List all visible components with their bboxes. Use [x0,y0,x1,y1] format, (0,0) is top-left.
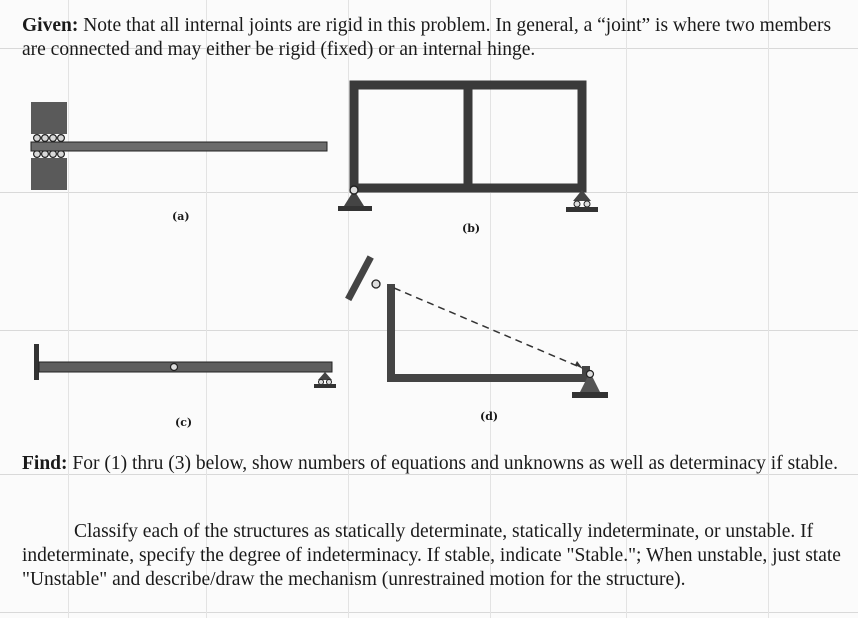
fig-d-frame [391,284,586,378]
figure-c [34,342,344,392]
fig-a-upper-block [31,102,67,134]
fig-c-roller-support [314,372,336,388]
given-paragraph [22,14,852,62]
fig-c-beam [39,362,332,372]
figure-a-label: (a) [172,210,190,223]
figure-b [336,76,598,216]
find-paragraph [22,452,852,476]
given-text: Note that all internal joints are rigid in this problem. In general, a “joint” is where two members are connected and may either be rigid (fixed) or an internal hinge. [22,15,832,60]
figure-c-label: (c) [175,416,193,429]
fig-c-wall [34,344,39,380]
fig-b-roller-support [566,190,598,212]
fig-b-frame [354,85,582,188]
find-label: Find: [22,453,68,474]
given-label: Given: [22,15,79,36]
fig-d-inclined-wall [345,255,374,301]
find-text: For (1) thru (3) below, show numbers of equations and unknowns as well as determinacy if stable. [67,453,838,474]
fig-c-hinge [171,364,178,371]
figure-d-label: (d) [480,410,499,423]
instructions-paragraph: Classify each of the structures as statically determinate, statically indeterminate, or unstable. If indeterminate, specify the degree of indeterminacy. If stable, indicate "Stable."; When unstable, just state "Unstable" and describe/draw the mechanism (unrestrained motion for the structure). [22,521,841,590]
fig-d-arrow-icon [575,361,583,369]
figure-a [28,96,328,196]
fig-a-beam [31,142,327,151]
grid-line [0,612,858,613]
fig-d-cable [394,288,582,368]
figure-b-label: (b) [462,222,481,235]
figure-d [346,244,616,414]
fig-a-lower-block [31,158,67,190]
fig-d-upper-pin [372,280,380,288]
